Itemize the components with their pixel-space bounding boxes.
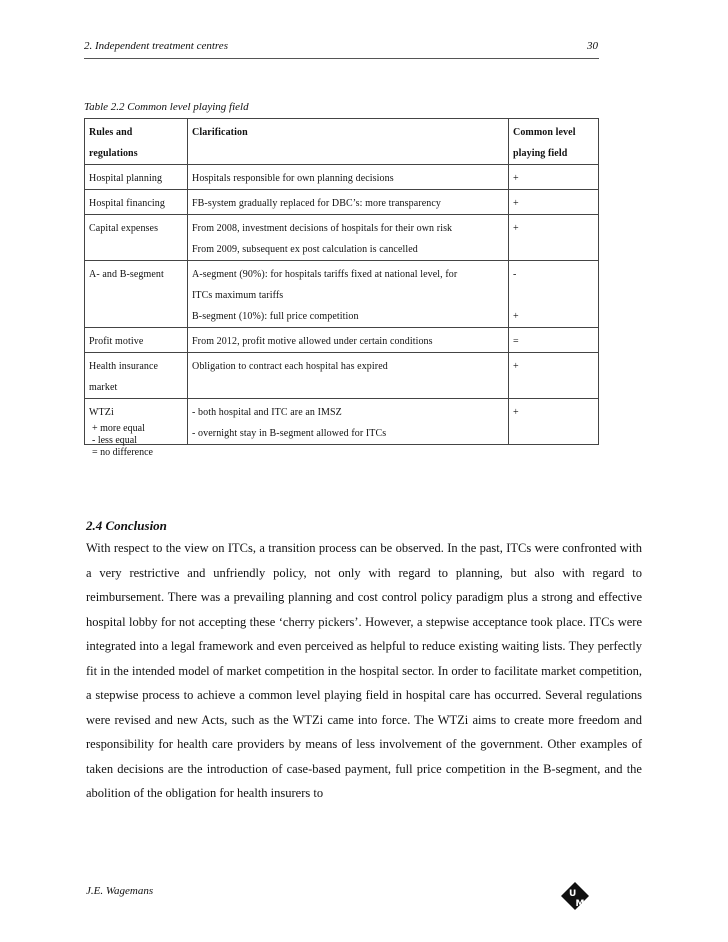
level-cell: + xyxy=(509,190,599,215)
rule-cell: Hospital financing xyxy=(85,190,188,215)
clarification-line: From 2008, investment decisions of hospitals for their own risk xyxy=(192,223,453,234)
table-row xyxy=(85,353,599,399)
clarification-cell xyxy=(188,261,509,328)
table-header-row xyxy=(85,119,599,165)
table-row xyxy=(85,215,599,261)
logo-letter-m: M xyxy=(575,899,585,909)
header-rules-line1: Rules and xyxy=(89,127,133,138)
clarification-cell: Hospitals responsible for own planning decisions xyxy=(188,165,509,190)
table-row xyxy=(85,165,599,190)
level-cell xyxy=(509,261,599,328)
legend-no-difference: = no difference xyxy=(92,447,153,458)
rule-line: market xyxy=(89,382,118,393)
clarification-line: - both hospital and ITC are an IMSZ xyxy=(192,407,342,418)
university-logo-icon xyxy=(560,881,590,916)
level-cell: + xyxy=(509,399,599,445)
clarification-cell: From 2012, profit motive allowed under certain conditions xyxy=(188,328,509,353)
header-level xyxy=(509,119,599,165)
level-sign: - xyxy=(513,269,517,280)
legend-less-equal: - less equal xyxy=(92,435,137,446)
playing-field-table xyxy=(84,118,599,445)
clarification-line: - overnight stay in B-segment allowed for ITCs xyxy=(192,428,387,439)
clarification-line: From 2009, subsequent ex post calculation is cancelled xyxy=(192,244,418,255)
table-row xyxy=(85,328,599,353)
rule-cell: Profit motive xyxy=(85,328,188,353)
clarification-cell xyxy=(188,399,509,445)
legend-more-equal: + more equal xyxy=(92,423,145,434)
clarification-cell xyxy=(188,215,509,261)
level-cell: = xyxy=(509,328,599,353)
level-cell: + xyxy=(509,353,599,399)
page-number: 30 xyxy=(587,40,598,52)
logo-letter-u: U xyxy=(569,889,577,899)
level-cell: + xyxy=(509,215,599,261)
rule-cell: Hospital planning xyxy=(85,165,188,190)
header-rule xyxy=(84,58,599,59)
table-caption: Table 2.2 Common level playing field xyxy=(84,101,249,113)
rule-cell: A- and B-segment xyxy=(85,261,188,328)
level-sign: + xyxy=(513,311,519,322)
clarification-cell: FB-system gradually replaced for DBC’s: more transparency xyxy=(188,190,509,215)
table-row xyxy=(85,261,599,328)
rule-cell: Capital expenses xyxy=(85,215,188,261)
rule-line: Health insurance xyxy=(89,361,159,372)
running-header-title: 2. Independent treatment centres xyxy=(84,40,228,52)
rule-cell xyxy=(85,353,188,399)
table-row xyxy=(85,190,599,215)
conclusion-paragraph: With respect to the view on ITCs, a transition process can be observed. In the past, ITCs were confronted with a very restrictive and unfriendly policy, not only with regard to planning, but also with regard to reimbursement. There was a prevailing planning and cost control policy paradigm plus a strong and effective hospital lobby for not accepting these ‘cherry pickers’. However, a stepwise acceptance took place. ITCs were integrated into a legal framework and even perceived as helpful to reduce existing waiting lists. They perfectly fit in the intended model of market competition in the hospital sector. In order to facilitate market competition, a stepwise process to achieve a common level playing field in hospital care has occurred. Several regulations were revised and new Acts, such as the WTZi came into force. The WTZi aims to create more freedom and responsibility for health care providers by means of less involvement of the government. Other examples of taken decisions are the introduction of case-based payment, full price competition in the B-segment, and the abolition of the obligation for health insurers to xyxy=(86,541,642,800)
clarification-line: ITCs maximum tariffs xyxy=(192,290,284,301)
section-heading: 2.4 Conclusion xyxy=(86,518,167,533)
level-cell: + xyxy=(509,165,599,190)
table-row xyxy=(85,399,599,445)
header-level-line2: playing field xyxy=(513,148,568,159)
clarification-line: B-segment (10%): full price competition xyxy=(192,311,359,322)
header-level-line1: Common level xyxy=(513,127,576,138)
header-rules-line2: regulations xyxy=(89,148,138,159)
clarification-cell: Obligation to contract each hospital has expired xyxy=(188,353,509,399)
clarification-line: A-segment (90%): for hospitals tariffs fixed at national level, for xyxy=(192,269,458,280)
footer-author: J.E. Wagemans xyxy=(86,885,154,897)
header-rules xyxy=(85,119,188,165)
rule-cell: WTZi xyxy=(85,399,188,445)
header-clarification: Clarification xyxy=(188,119,509,165)
